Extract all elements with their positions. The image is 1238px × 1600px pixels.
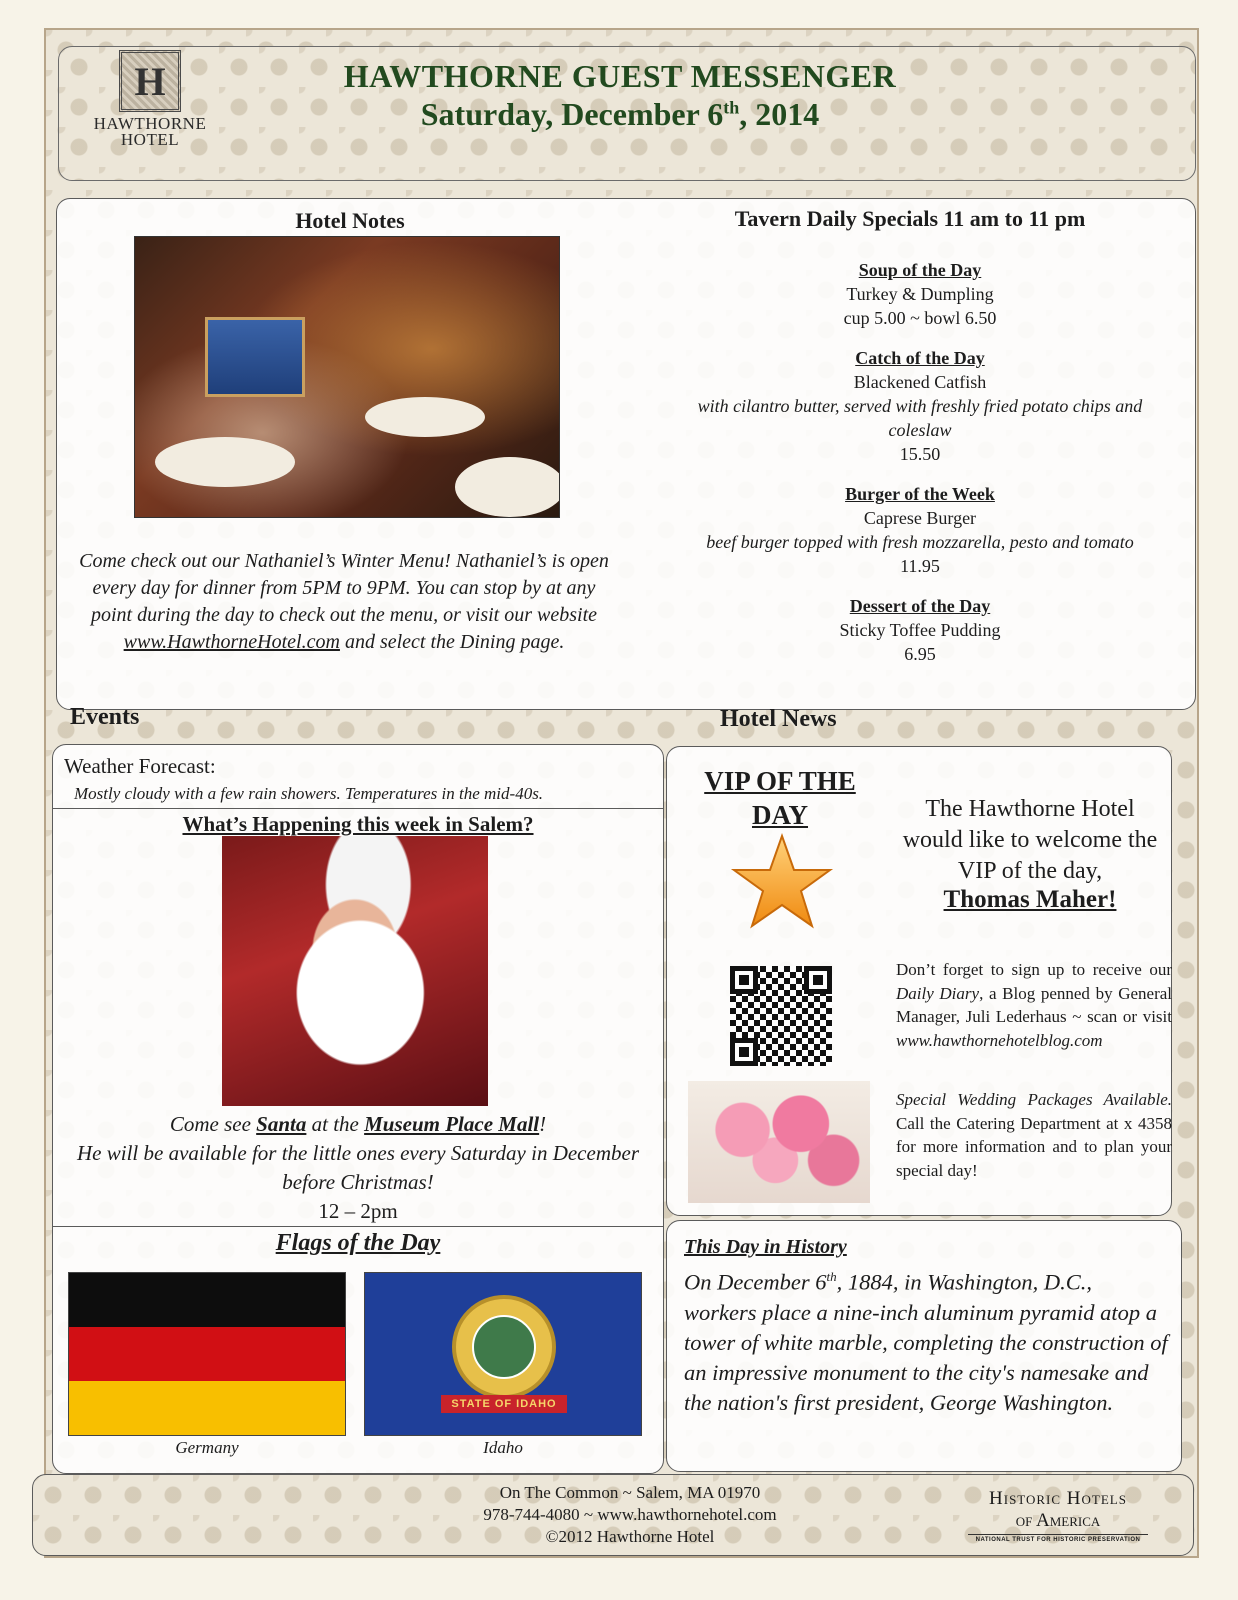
- roses-photo: [688, 1081, 870, 1203]
- divider: [52, 808, 664, 809]
- logo-text-2: HOTEL: [120, 130, 180, 149]
- footer-line-2: 978-744-4080 ~ www.hawthornehotel.com: [483, 1505, 777, 1524]
- hotel-notes-heading: Hotel Notes: [295, 208, 405, 233]
- special-label: Soup of the Day: [858, 260, 982, 280]
- qr-code-icon[interactable]: [730, 966, 832, 1066]
- hotel-notes-text: Come check out our Nathaniel’s Winter Menu! Nathaniel’s is open every day for dinner from 5PM to 9PM. You can stop by at any point during the day to check out the menu, or visit our website www.HawthorneHotel.com and select the Dining page.: [79, 550, 609, 653]
- weather-text: Mostly cloudy with a few rain showers. Temperatures in the mid-40s.: [74, 784, 544, 803]
- dining-room-photo: [134, 236, 560, 518]
- special-name: Blackened Catfish: [853, 372, 987, 392]
- special-price: 6.95: [904, 644, 936, 664]
- hotel-news-heading: Hotel News: [720, 706, 837, 732]
- vip-text: The Hawthorne Hotel would like to welcome the VIP of the day,: [902, 796, 1158, 884]
- santa-text: Come see Santa at the Museum Place Mall! He will be available for the little ones every Saturday in December before Christmas! 12 – 2pm: [77, 1112, 639, 1223]
- special-label: Catch of the Day: [855, 348, 985, 368]
- tavern-heading: Tavern Daily Specials 11 am to 11 pm: [734, 206, 1086, 231]
- history-heading: This Day in History: [684, 1236, 847, 1258]
- santa-photo: [222, 836, 488, 1106]
- blog-text: Don’t forget to sign up to receive our Daily Diary, a Blog penned by General Manager, Juli Lederhaus ~ scan or visit www.hawthornehotelblog.com: [896, 960, 1173, 1050]
- flag1-caption: Germany: [175, 1438, 239, 1457]
- footer-address: [430, 1482, 830, 1548]
- wedding-text: Special Wedding Packages Available. Call the Catering Department at x 4358 for more information and to plan your special day!: [896, 1090, 1172, 1180]
- weather-label: Weather Forecast:: [64, 754, 216, 778]
- special-label: Dessert of the Day: [849, 596, 991, 616]
- history-text: On December 6th, 1884, in Washington, D.C., workers place a nine-inch aluminum pyramid atop a tower of white marble, completing the construction of an impressive monument to the city's namesake and the nation's first president, George Washington.: [684, 1269, 1168, 1415]
- germany-flag: [68, 1272, 346, 1436]
- vip-label: VIP OF THE DAY: [704, 766, 856, 830]
- idaho-flag: [364, 1272, 642, 1436]
- divider: [52, 1226, 664, 1227]
- special-price: 11.95: [900, 556, 940, 576]
- flags-heading: Flags of the Day: [275, 1230, 441, 1256]
- star-icon: [730, 832, 834, 932]
- special-desc: with cilantro butter, served with freshly fried potato chips and coleslaw: [697, 396, 1143, 440]
- blog-link[interactable]: www.hawthornehotelblog.com: [896, 1030, 1103, 1050]
- historic-hotels-logo: Historic Hotels of America NATIONAL TRUST FOR HISTORIC PRESERVATION: [968, 1488, 1148, 1543]
- idaho-banner: STATE OF IDAHO: [441, 1395, 567, 1413]
- footer-line-1: On The Common ~ Salem, MA 01970: [499, 1483, 761, 1502]
- newsletter-date: Saturday, December 6th, 2014: [420, 96, 820, 132]
- newsletter-title: HAWTHORNE GUEST MESSENGER: [343, 58, 897, 94]
- website-link[interactable]: www.HawthorneHotel.com: [123, 631, 340, 653]
- special-name: Sticky Toffee Pudding: [839, 620, 1001, 640]
- mall-link[interactable]: Museum Place Mall: [364, 1112, 540, 1136]
- events-heading: Events: [70, 704, 140, 730]
- special-item: [670, 594, 1170, 666]
- happening-heading: What’s Happening this week in Salem?: [182, 812, 534, 836]
- vip-name: Thomas Maher!: [943, 886, 1117, 913]
- idaho-seal-icon: [452, 1295, 556, 1399]
- footer-line-3: ©2012 Hawthorne Hotel: [545, 1527, 715, 1546]
- special-name: Turkey & Dumpling: [846, 284, 994, 304]
- flag2-caption: Idaho: [483, 1438, 523, 1457]
- special-item: [670, 482, 1170, 578]
- special-label: Burger of the Week: [845, 484, 995, 504]
- hotel-logo: [84, 48, 216, 148]
- special-item: [670, 258, 1170, 330]
- logo-text-1: HAWTHORNE: [93, 114, 207, 133]
- tavern-specials-list: [670, 258, 1170, 666]
- hotel-monogram-icon: H: [119, 50, 181, 112]
- special-price: cup 5.00 ~ bowl 6.50: [843, 308, 997, 328]
- special-name: Caprese Burger: [863, 508, 977, 528]
- special-desc: beef burger topped with fresh mozzarella, pesto and tomato: [706, 532, 1134, 552]
- special-price: 15.50: [899, 444, 941, 464]
- santa-link[interactable]: Santa: [256, 1112, 307, 1136]
- special-item: [670, 346, 1170, 466]
